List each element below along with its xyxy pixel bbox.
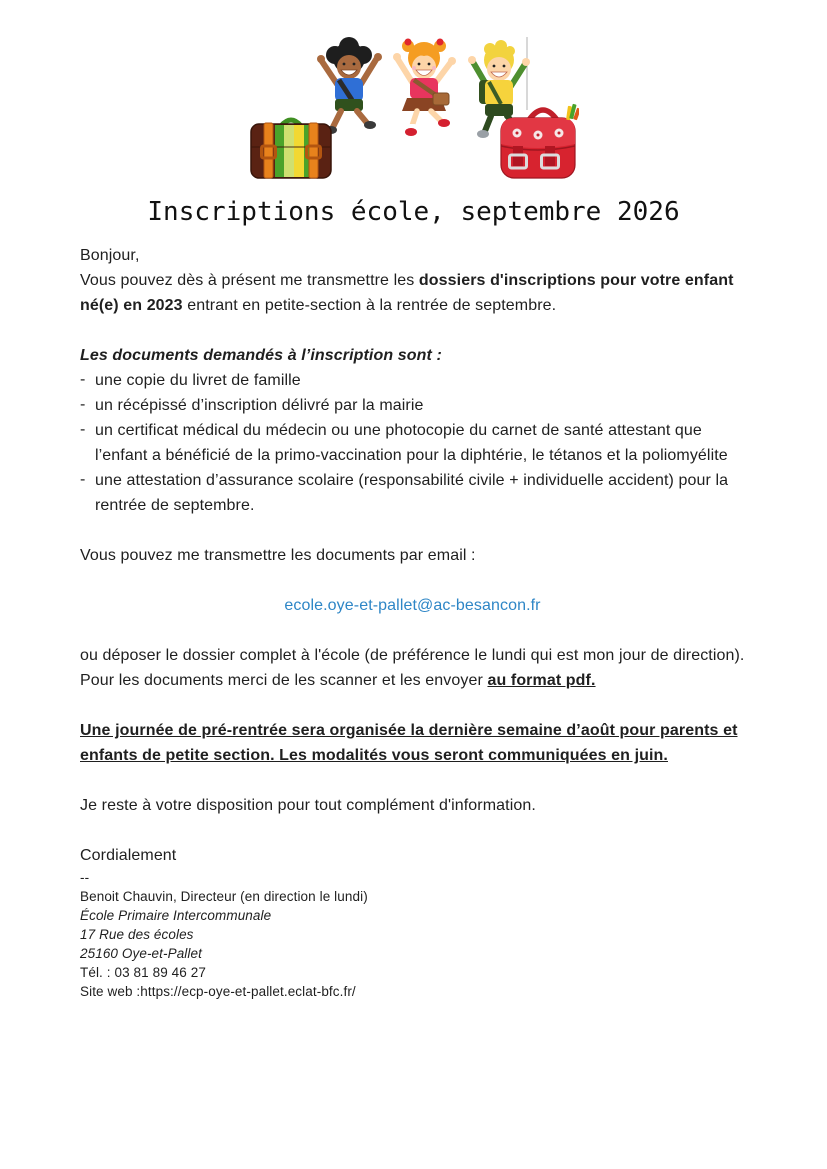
- leather-satchel-illustration: [251, 120, 331, 178]
- list-item-text: une copie du livret de famille: [95, 372, 301, 389]
- email-line: [80, 593, 745, 618]
- greeting-line: Bonjour,: [80, 247, 140, 264]
- signature-city: 25160 Oye-et-Pallet: [80, 946, 202, 961]
- page-title: Inscriptions école, septembre 2026: [147, 197, 680, 227]
- documents-list: [80, 368, 745, 518]
- signature-street: 17 Rue des écoles: [80, 927, 194, 942]
- documents-heading: Les documents demandés à l’inscription sont :: [80, 347, 442, 364]
- list-bullet: -: [80, 396, 86, 413]
- pdf-text-start: Pour les documents merci de les scanner et les envoyer: [80, 672, 488, 689]
- website-url: https://ecp-oye-et-pallet.eclat-bfc.fr/: [140, 984, 356, 999]
- website-label: Site web :: [80, 984, 141, 999]
- list-item-text: un certificat médical du médecin ou une photocopie du carnet de santé attestant que l’enfant a bénéficié de la primo-vaccination pour la diphtérie, le tétanos et la poliomyélite: [95, 422, 728, 464]
- list-item: [80, 468, 745, 518]
- colored-pencils-illustration: [566, 104, 579, 121]
- header-illustration: [0, 0, 827, 182]
- boy-dark-hair-illustration: [317, 37, 382, 134]
- girl-illustration: [393, 39, 456, 137]
- list-bullet: -: [80, 371, 86, 388]
- letter-body: [0, 243, 827, 1001]
- signature-website-line: [80, 982, 745, 1001]
- red-schoolbag-illustration: [501, 104, 579, 178]
- closing-line: Je reste à votre disposition pour tout complément d'information.: [80, 797, 536, 814]
- list-item: [80, 368, 745, 393]
- pdf-text-bold: au format pdf.: [487, 672, 596, 689]
- list-item-text: un récépissé d’inscription délivré par la mairie: [95, 397, 424, 414]
- signature-name: Benoit Chauvin, Directeur (en direction le lundi): [80, 889, 368, 904]
- intro-text-bold: dossiers d'inscriptions pour votre enfant né(e) en 2023: [80, 272, 734, 314]
- list-bullet: -: [80, 421, 86, 438]
- email-intro-line: Vous pouvez me transmettre les documents par email :: [80, 547, 476, 564]
- email-address-link[interactable]: ecole.oye-et-pallet@ac-besancon.fr: [284, 597, 541, 614]
- list-item: [80, 393, 745, 418]
- prerentree-paragraph: Une journée de pré-rentrée sera organisée la dernière semaine d’août pour parents et enfants de petite section. Les modalités vous seront communiquées en juin.: [80, 722, 738, 764]
- signature-divider: --: [80, 870, 90, 885]
- intro-text-start: Vous pouvez dès à présent me transmettre les: [80, 272, 419, 289]
- regards-line: Cordialement: [80, 847, 177, 864]
- deposit-paragraph: ou déposer le dossier complet à l'école (de préférence le lundi qui est mon jour de direction).: [80, 647, 745, 664]
- list-item: [80, 418, 745, 468]
- pdf-paragraph: [80, 668, 745, 693]
- signature-block: [80, 868, 745, 1001]
- list-bullet: -: [80, 471, 86, 488]
- children-schoolbags-clipart: [249, 34, 579, 182]
- intro-text-end: entrant en petite-section à la rentrée de septembre.: [182, 297, 557, 314]
- signature-school: École Primaire Intercommunale: [80, 908, 272, 923]
- signature-phone: Tél. : 03 81 89 46 27: [80, 965, 206, 980]
- list-item-text: une attestation d’assurance scolaire (responsabilité civile + individuelle accident) pour la rentrée de septembre.: [95, 472, 729, 514]
- intro-paragraph: [80, 268, 745, 318]
